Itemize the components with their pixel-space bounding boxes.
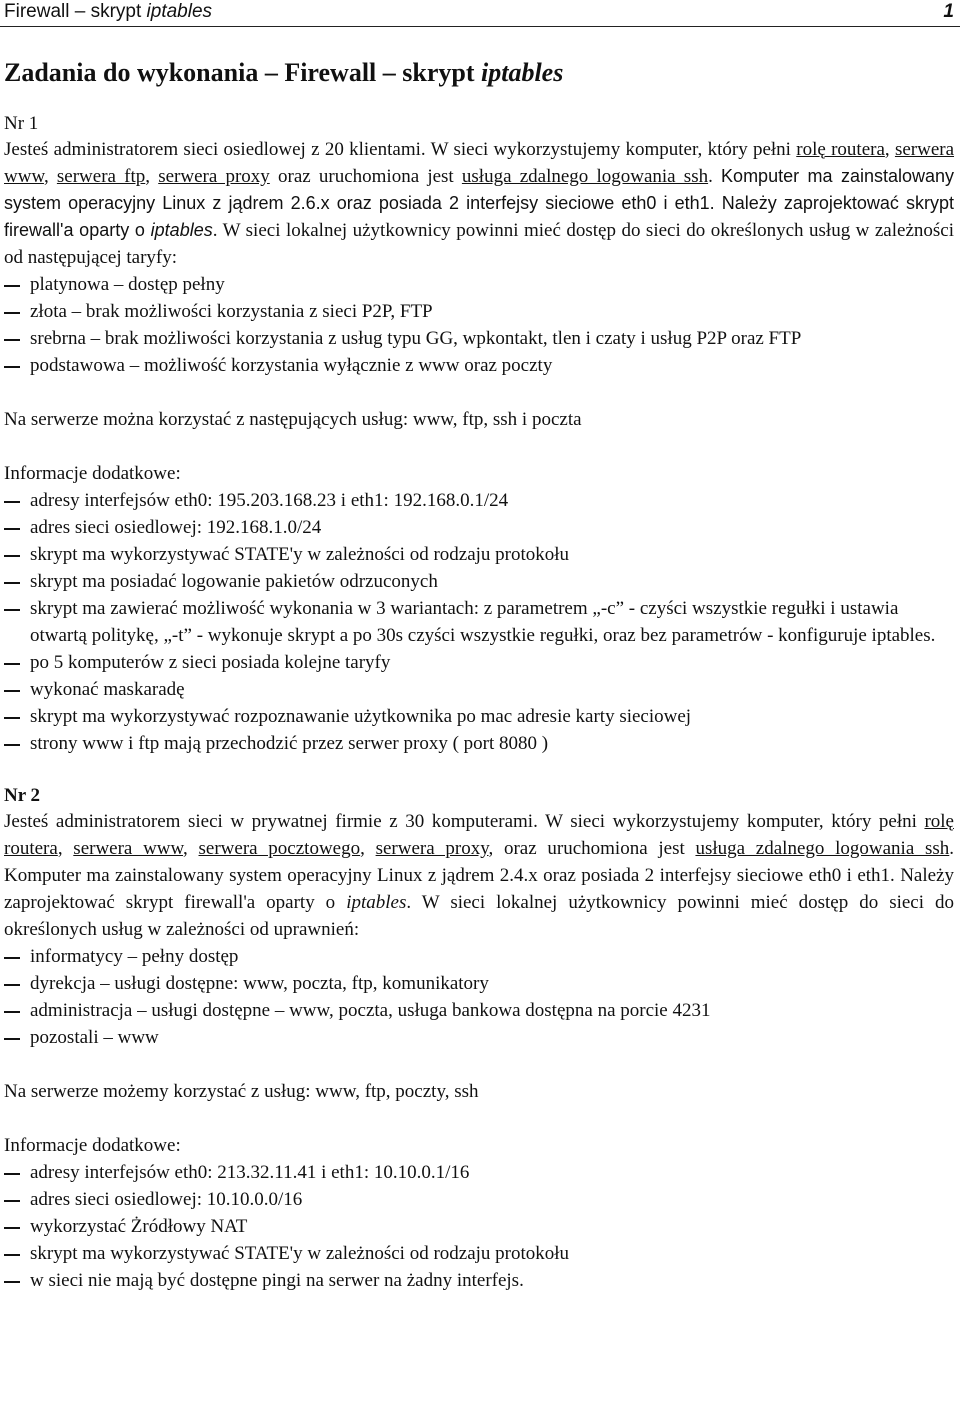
task1-services: Na serwerze można korzystać z następujących usług: www, ftp, ssh i poczta [4, 409, 582, 430]
task2-intro-text: . W sieci lokalnej użytkownicy powinni mieć dostęp do sieci do określonych usług w zależności od uprawnień: [4, 892, 955, 940]
list-item: strony www i ftp mają przechodzić przez serwer proxy ( port 8080 ) [4, 730, 954, 757]
task2-info-heading: Informacje dodatkowe: [4, 1135, 181, 1156]
task2-role-proxy: serwera proxy [375, 838, 489, 859]
task2-info-list [4, 1159, 954, 1294]
task1-intro-text: . W sieci lokalnej użytkownicy powinni mieć dostęp do sieci do określonych usług w zależności od następującej taryfy: [4, 220, 954, 268]
task2-sep: , [183, 838, 199, 859]
task1-info-heading: Informacje dodatkowe: [4, 463, 181, 484]
task1-intro-sans: Komputer ma zainstalowany system operacyjny Linux z jądrem 2.6.x oraz posiada 2 interfejsy sieciowe eth0 i eth1. Należy zaprojektować skrypt firewall'a oparty o [4, 166, 955, 240]
list-item: adres sieci osiedlowej: 10.10.0.0/16 [4, 1186, 954, 1213]
task2-intro-text: , oraz uruchomiona jest [488, 838, 696, 859]
list-item: wykonać maskaradę [4, 676, 954, 703]
list-item: w sieci nie mają być dostępne pingi na serwer na żadny interfejs. [4, 1267, 954, 1294]
task2-sep: , [57, 838, 74, 859]
document-body [4, 56, 954, 1294]
document-title-text: Zadania do wykonania – Firewall – skrypt [4, 58, 482, 87]
list-item: po 5 komputerów z sieci posiada kolejne taryfy [4, 649, 954, 676]
list-item: dyrekcja – usługi dostępne: www, poczta, ftp, komunikatory [4, 970, 954, 997]
list-item: skrypt ma wykorzystywać STATE'y w zależności od rodzaju protokołu [4, 541, 954, 568]
task2-intro-text: Jesteś administratorem sieci w prywatnej firmie z 30 komputerami. W sieci wykorzystujemy komputer, który pełni [4, 811, 925, 832]
task1-role-ftp: serwera ftp [56, 166, 146, 187]
list-item: administracja – usługi dostępne – www, poczta, usługa bankowa dostępna na porcie 4231 [4, 997, 954, 1024]
list-item: wykorzystać Żródłowy NAT [4, 1213, 954, 1240]
task2-ssh-service: usługa zdalnego logowania ssh [695, 838, 950, 859]
list-item: pozostali – www [4, 1024, 954, 1051]
header-title-text: Firewall – skrypt [4, 1, 147, 22]
list-item: złota – brak możliwości korzystania z sieci P2P, FTP [4, 298, 954, 325]
task2-sep: , [360, 838, 376, 859]
list-item: srebrna – brak możliwości korzystania z usług typu GG, wpkontakt, tlen i czaty i usług P2P oraz FTP [4, 325, 954, 352]
task2-services: Na serwerze możemy korzystać z usług: www, ftp, poczty, ssh [4, 1081, 479, 1102]
task2-group-list [4, 943, 954, 1051]
task2-role-mail: serwera pocztowego [198, 838, 361, 859]
spacer [4, 1051, 954, 1078]
list-item: skrypt ma wykorzystywać STATE'y w zależności od rodzaju protokołu [4, 1240, 954, 1267]
task1-ssh-service: usługa zdalnego logowania ssh [461, 166, 709, 187]
header-title-italic: iptables [146, 1, 213, 22]
list-item: skrypt ma zawierać możliwość wykonania w 3 wariantach: z parametrem „-c” - czyści wszystkie regułki i ustawia otwartą politykę, „-t” - wykonuje skrypt a po 30s czyści wszystkie regułki, oraz bez parametrów - konfiguruje iptables. [4, 595, 954, 649]
document-title-italic: iptables [481, 58, 564, 87]
task1-sep: , [884, 139, 895, 160]
list-item: adres sieci osiedlowej: 192.168.1.0/24 [4, 514, 954, 541]
task1-role-router: rolę routera [796, 139, 885, 160]
list-item: skrypt ma posiadać logowanie pakietów odrzuconych [4, 568, 954, 595]
task1-sep: , [43, 166, 57, 187]
spacer [4, 379, 954, 406]
list-item: adresy interfejsów eth0: 213.32.11.41 i eth1: 10.10.0.1/16 [4, 1159, 954, 1186]
task2-iptables-italic: iptables [346, 892, 407, 913]
task1-intro-text: Jesteś administratorem sieci osiedlowej z 20 klientami. W sieci wykorzystujemy komputer, który pełni [4, 139, 797, 160]
spacer [4, 433, 954, 460]
task2-intro [4, 808, 954, 943]
header-title [4, 0, 212, 24]
running-header [0, 0, 960, 27]
task2-heading: Nr 2 [4, 785, 41, 806]
list-item: podstawowa – możliwość korzystania wyłącznie z www oraz poczty [4, 352, 954, 379]
document-title [4, 56, 954, 90]
task1-intro [4, 136, 954, 271]
list-item: informatycy – pełny dostęp [4, 943, 954, 970]
task1-sep: . [708, 166, 722, 187]
task2-intro-text: . Komputer ma zainstalowany system operacyjny Linux z jądrem 2.4.x oraz posiada 2 interfejsy sieciowe eth0 i eth1. Należy zaprojektować skrypt firewall'a oparty o [4, 838, 955, 913]
task1-sep: , [145, 166, 159, 187]
list-item: adresy interfejsów eth0: 195.203.168.23 i eth1: 192.168.0.1/24 [4, 487, 954, 514]
task1-tariff-list [4, 271, 954, 379]
list-item: skrypt ma wykorzystywać rozpoznawanie użytkownika po mac adresie karty sieciowej [4, 703, 954, 730]
task1-role-www: serwera www [4, 139, 955, 187]
task1-role-proxy: serwera proxy [158, 166, 270, 187]
page-number: 1 [943, 1, 954, 22]
task1-intro-text: oraz uruchomiona jest [269, 166, 462, 187]
task2-role-www: serwera www [73, 838, 184, 859]
list-item: platynowa – dostęp pełny [4, 271, 954, 298]
spacer [4, 1105, 954, 1132]
task1-iptables-italic: iptables [150, 220, 213, 240]
task1-info-list [4, 487, 954, 757]
task1-heading: Nr 1 [4, 113, 39, 134]
task2-role-router: rolę routera [4, 811, 954, 859]
